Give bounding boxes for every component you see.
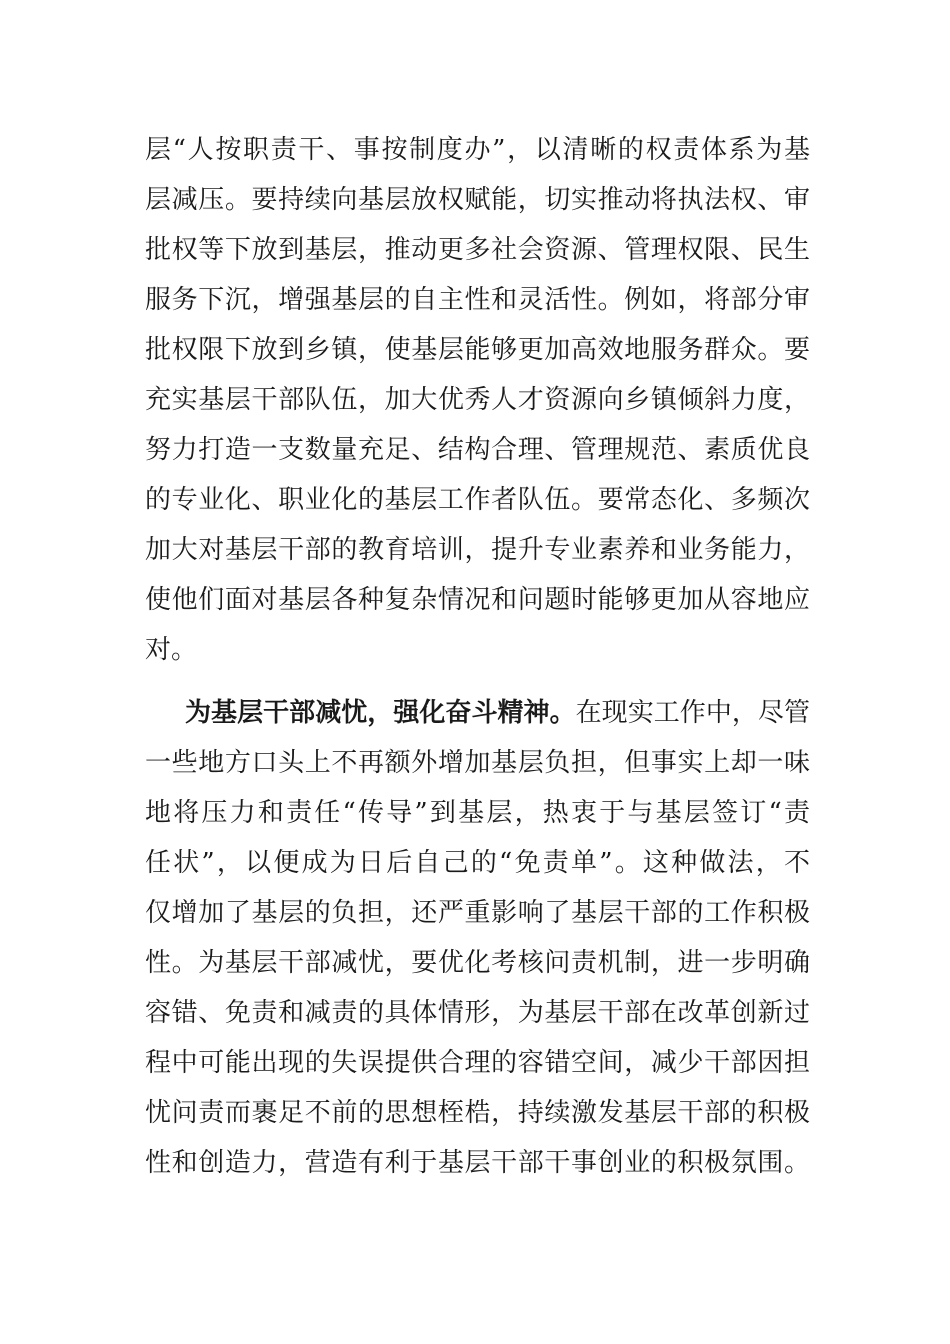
paragraph-2-first-line-text: 在现实工作中，尽管 — [575, 698, 810, 728]
paragraph-2-line: 容错、免责和减责的具体情形，为基层干部在改革创新过 — [145, 998, 810, 1028]
paragraph-2-line: 仅增加了基层的负担，还严重影响了基层干部的工作积极 — [145, 898, 810, 928]
paragraph-1-line: 批权等下放到基层，推动更多社会资源、管理权限、民生 — [145, 235, 810, 265]
paragraph-2-line: 性和创造力，营造有利于基层干部干事创业的积极氛围。 — [145, 1148, 810, 1178]
paragraph-1-line: 加大对基层干部的教育培训，提升专业素养和业务能力， — [145, 535, 810, 565]
paragraph-2-line: 程中可能出现的失误提供合理的容错空间，减少干部因担 — [145, 1048, 810, 1078]
paragraph-1-line: 对。 — [145, 635, 198, 665]
paragraph-2-line: 性。为基层干部减忧，要优化考核问责机制，进一步明确 — [145, 948, 810, 978]
paragraph-1-line: 服务下沉，增强基层的自主性和灵活性。例如，将部分审 — [145, 285, 810, 315]
paragraph-1-line: 批权限下放到乡镇，使基层能够更加高效地服务群众。要 — [145, 335, 810, 365]
paragraph-2-line: 一些地方口头上不再额外增加基层负担，但事实上却一味 — [145, 748, 810, 778]
paragraph-1-line: 充实基层干部队伍，加大优秀人才资源向乡镇倾斜力度， — [145, 385, 810, 415]
paragraph-1-line: 使他们面对基层各种复杂情况和问题时能够更加从容地应 — [145, 585, 810, 615]
paragraph-1-line: 努力打造一支数量充足、结构合理、管理规范、素质优良 — [145, 435, 810, 465]
paragraph-2-line: 任状”，以便成为日后自己的“免责单”。这种做法，不 — [145, 848, 810, 878]
paragraph-2-line: 忧问责而裹足不前的思想桎梏，持续激发基层干部的积极 — [145, 1098, 810, 1128]
paragraph-2-line: 地将压力和责任“传导”到基层，热衷于与基层签订“责 — [145, 798, 810, 828]
paragraph-1-line: 层减压。要持续向基层放权赋能，切实推动将执法权、审 — [145, 185, 810, 215]
paragraph-1-line: 的专业化、职业化的基层工作者队伍。要常态化、多频次 — [145, 485, 810, 515]
paragraph-2-heading: 为基层干部减忧，强化奋斗精神。 — [185, 698, 576, 728]
paragraph-2-first-line — [185, 693, 810, 733]
paragraph-1-line: 层“人按职责干、事按制度办”，以清晰的权责体系为基 — [145, 135, 810, 165]
